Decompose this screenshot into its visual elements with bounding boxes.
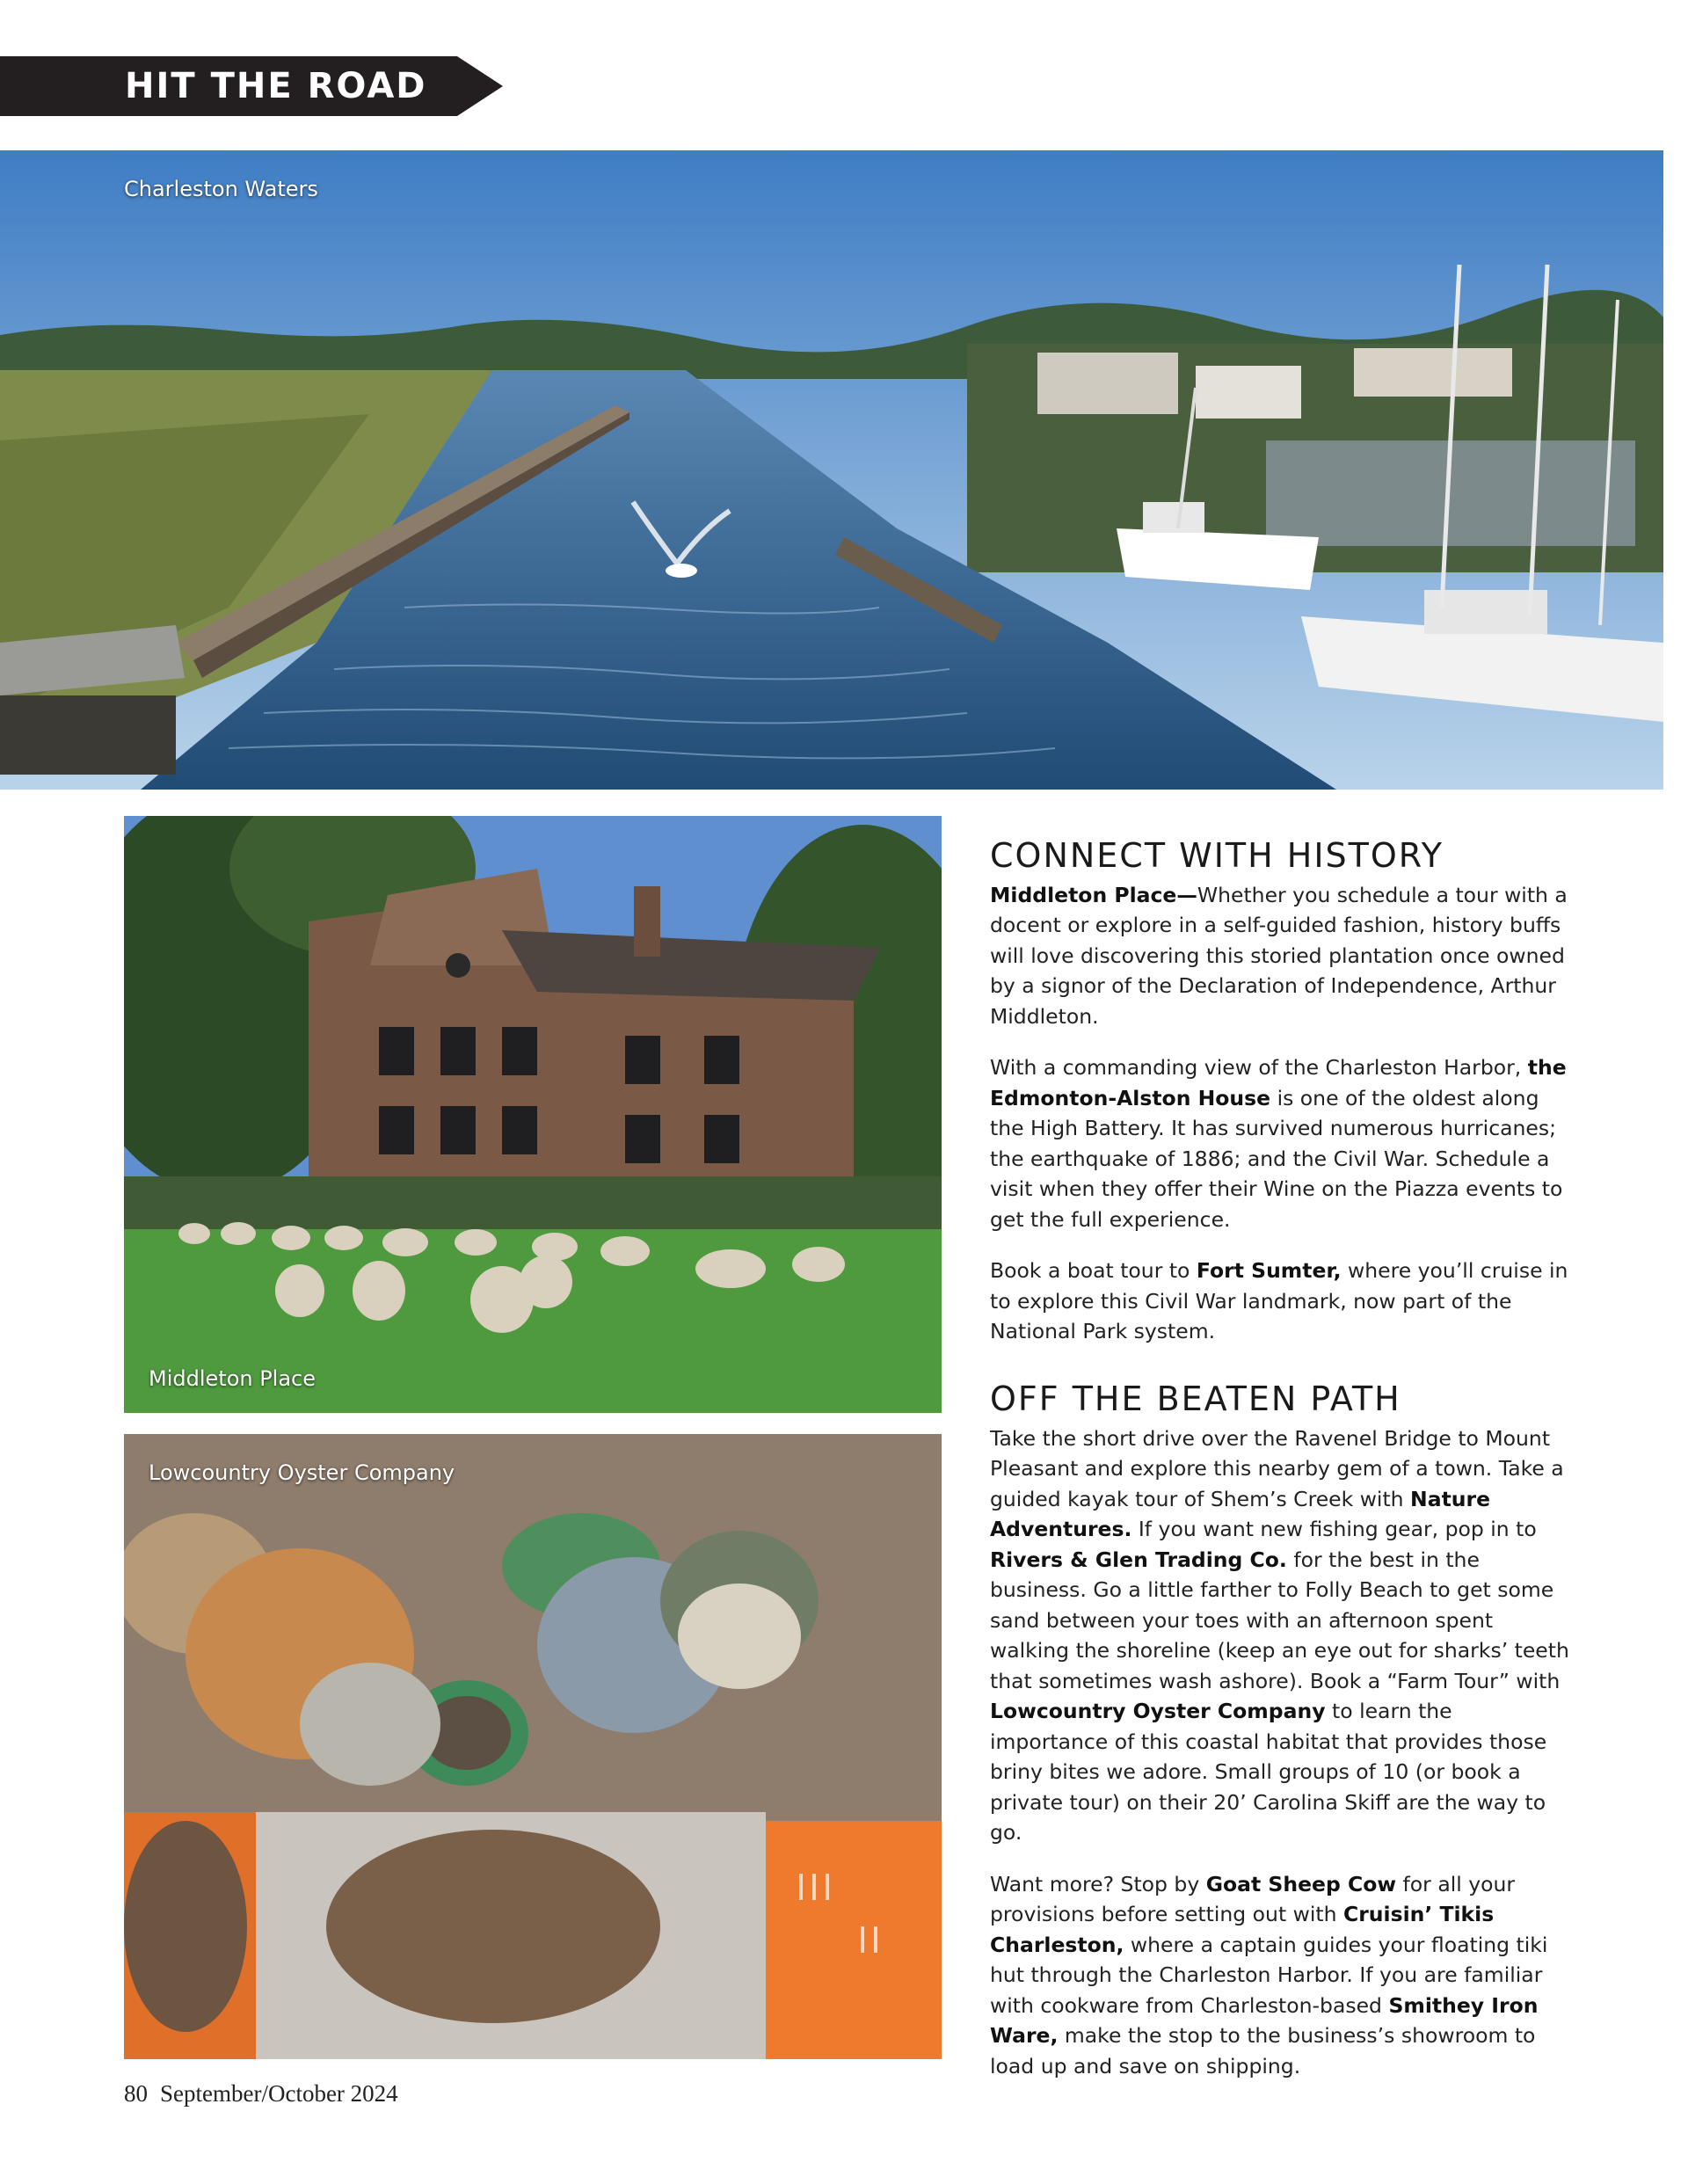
- body-text: Book a boat tour to: [990, 1258, 1197, 1283]
- section-title: HIT THE ROAD: [125, 66, 427, 106]
- manor-illustration: [124, 816, 942, 1413]
- body-text: for all your provisions before setting out with: [990, 1871, 1516, 1926]
- body-text: Take the short drive over the Ravenel Bridge to Mount Pleasant and explore this nearby gem of a town. Take a guided kayak tour of Shem’s Creek with: [990, 1425, 1564, 1511]
- venue-name: Rivers & Glen Trading Co.: [990, 1547, 1287, 1572]
- section-heading: CONNECT WITH HISTORY: [990, 836, 1444, 875]
- paragraph: [990, 1869, 1570, 2082]
- body-text: If you want new fishing gear, pop in to: [1131, 1517, 1537, 1541]
- paragraph: [990, 1256, 1570, 1347]
- issue-date: September/October 2024: [160, 2080, 398, 2107]
- paragraph: [990, 1423, 1570, 1848]
- venue-name: Nature Adventures.: [990, 1486, 1491, 1541]
- middleton-place-photo: [124, 816, 942, 1413]
- body-text: where a captain guides your floating tiki hut through the Charleston Harbor. If you are familiar with cookware from Charleston-based: [990, 1932, 1548, 2018]
- harbor-illustration: [0, 150, 1663, 790]
- venue-name: Smithey Iron Ware,: [990, 1992, 1539, 2048]
- paragraph: [990, 1052, 1570, 1234]
- page-footer: [124, 2080, 411, 2108]
- venue-name: Fort Sumter,: [1196, 1258, 1342, 1283]
- body-text: for the best in the business. Go a little farther to Folly Beach to get some sand between your toes with an afternoon spent walking the shoreline (keep an eye out for sharks’ teeth that sometimes wash ashore). Book a “Farm Tour” with: [990, 1547, 1569, 1693]
- body-text: With a commanding view of the Charleston Harbor,: [990, 1055, 1528, 1080]
- photo-caption: Middleton Place: [149, 1366, 316, 1391]
- venue-name: the Edmonton-Alston House: [990, 1055, 1567, 1110]
- venue-name: Middleton Place—: [990, 882, 1197, 907]
- body-text: Whether you schedule a tour with a docent or explore in a self-guided fashion, history buffs will love discovering this storied plantation once owned by a signor of the Declaration of Independence, Arthur Middleton.: [990, 882, 1568, 1029]
- oyster-company-photo: [124, 1434, 942, 2059]
- photo-caption: Charleston Waters: [124, 177, 318, 201]
- body-text: make the stop to the business’s showroom to load up and save on shipping.: [990, 2023, 1536, 2078]
- off-the-beaten-path-section: [990, 1380, 1570, 2102]
- body-text: to learn the importance of this coastal habitat that provides those briny bites we adore. Small groups of 10 (or book a private tour) on their 20’ Carolina Skiff are the way to go.: [990, 1699, 1547, 1845]
- venue-name: Goat Sheep Cow: [1205, 1871, 1397, 1896]
- hero-photo-charleston-waters: [0, 150, 1663, 790]
- body-text: is one of the oldest along the High Battery. It has survived numerous hurricanes; the earthquake of 1886; and the Civil War. Schedule a visit when they offer their Wine on the Piazza events to get the full experience.: [990, 1085, 1563, 1232]
- page-number: 80: [124, 2080, 148, 2107]
- section-banner: [0, 56, 503, 116]
- venue-name: Cruisin’ Tikis Charleston,: [990, 1902, 1495, 1957]
- oyster-work-illustration: [124, 1434, 942, 2059]
- section-heading: OFF THE BEATEN PATH: [990, 1380, 1401, 1418]
- connect-with-history-section: [990, 836, 1570, 1368]
- body-text: Want more? Stop by: [990, 1871, 1206, 1896]
- venue-name: Lowcountry Oyster Company: [990, 1699, 1326, 1723]
- paragraph: [990, 880, 1570, 1032]
- body-text: where you’ll cruise in to explore this Civil War landmark, now part of the National Park system.: [990, 1258, 1568, 1343]
- photo-caption: Lowcountry Oyster Company: [149, 1460, 455, 1485]
